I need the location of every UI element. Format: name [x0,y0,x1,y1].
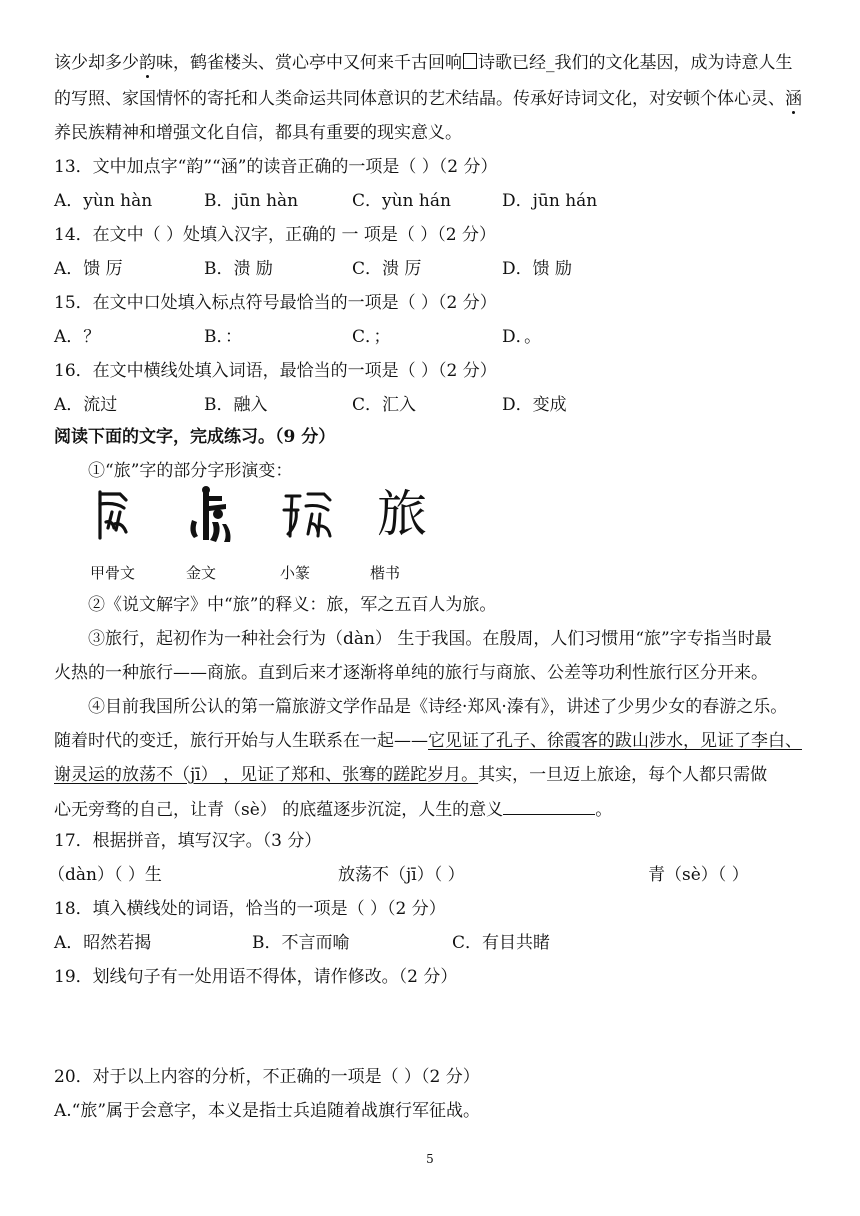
glyph-caption-seal: 小篆 [280,564,311,582]
underlined-sentence: 谢灵运的放荡不（jī） ，见证了郑和、张骞的蹉跎岁月。 [54,765,479,785]
oracle-bone-glyph [74,484,154,544]
option-a[interactable]: A．yùn hàn [54,191,153,211]
reading-paragraph-3-line-2: 火热的一种旅行——商旅。直到后来才逐渐将单纯的旅行与商旅、公差等功利性旅行区分开来。 [54,663,768,683]
question-13-stem: 13．文中加点字“韵”“涵”的读音正确的一项是（ ）（2 分） [54,157,498,177]
intro-text: 诗歌已经_我们的文化基因，成为诗意人生 [478,53,793,73]
option-b[interactable]: B．jūn hàn [204,191,299,211]
question-16-stem: 16．在文中横线处填入词语，最恰当的一项是（ ）（2 分） [54,361,497,381]
small-seal-glyph [266,484,346,544]
option-c[interactable]: C．有目共睹 [452,933,551,953]
intro-line-1 [54,52,814,74]
paragraph-text: 随着时代的变迁，旅行开始与人生联系在一起—— [54,731,428,751]
option-c[interactable]: C．溃 厉 [352,259,422,279]
small-seal-lu-icon [276,484,336,544]
answer-blank[interactable] [503,798,595,815]
option-b[interactable]: B．不言而喻 [252,933,350,953]
option-d[interactable]: D．jūn hán [502,191,598,211]
intro-text: 味，鹤雀楼头、赏心亭中又何来千古回响 [156,53,462,73]
reading-paragraph-4-line-1: ④目前我国所公认的第一篇旅游文学作品是《诗经·郑风·溱有》，讲述了少男少女的春游之乐。 [88,697,788,717]
option-a[interactable]: A．馈 厉 [54,259,123,279]
reading-paragraph-4-line-3 [54,764,814,786]
option-c[interactable]: C．yùn hán [352,191,451,211]
option-c[interactable]: C．； [352,327,391,347]
option-a[interactable]: A．昭然若揭 [54,933,152,953]
option-b[interactable]: B．融入 [204,395,268,415]
intro-line-3: 养民族精神和增强文化自信，都具有重要的现实意义。 [54,123,462,143]
question-15-stem: 15．在文中口处填入标点符号最恰当的一项是（ ）（2 分） [54,293,497,313]
regular-script-glyph [362,484,442,544]
reading-paragraph-4-line-2 [54,730,814,752]
dotted-char-han: 涵 [785,89,802,109]
option-b[interactable]: B．： [204,327,242,347]
reading-paragraph-4-line-4 [54,798,814,821]
paragraph-text: 其实，一旦迈上旅途，每个人都只需做 [478,765,768,785]
intro-line-2 [54,88,814,110]
glyph-evolution-figure [90,484,456,594]
option-d[interactable]: D．馈 励 [502,259,573,279]
glyph-caption-regular: 楷书 [370,564,401,582]
pinyin-item-se[interactable]: 青（sè）（ ） [648,865,749,885]
question-17-stem: 17．根据拼音，填写汉字。（3 分） [54,831,322,851]
paragraph-text: 。 [595,800,613,820]
intro-text: 的写照、家国情怀的寄托和人类命运共同体意识的艺术结晶。传承好诗词文化，对安顿个体心灵、 [54,89,785,109]
glyph-caption-bronze: 金文 [186,564,217,582]
oracle-bone-lu-icon [86,484,142,544]
question-18-stem: 18．填入横线处的词语，恰当的一项是（ ）（2 分） [54,899,446,919]
reading-heading: 阅读下面的文字，完成练习。（9 分） [54,427,336,447]
paragraph-text: 心无旁骛的自己，让青（sè） 的底蕴逐步沉淀，人生的意义 [54,800,504,820]
intro-text: 该少却多少 [54,53,139,73]
regular-script-lu-char: 旅 [377,485,427,543]
question-14-stem: 14．在文中（ ）处填入汉字，正确的 一 项是（ ）（2 分） [54,225,496,245]
reading-paragraph-2: ②《说文解字》中“旅”的释义：旅，军之五百人为旅。 [88,595,497,615]
bronze-lu-icon [182,484,238,548]
underlined-sentence: 它见证了孔子、徐霞客的跋山涉水，见证了李白、 [428,731,802,751]
option-a[interactable]: A．流过 [54,395,118,415]
option-d[interactable]: D．变成 [502,395,567,415]
option-c[interactable]: C．汇入 [352,395,417,415]
reading-paragraph-1: ①“旅”字的部分字形演变： [88,461,293,481]
pinyin-item-ji[interactable]: 放荡不（jī）（ ） [338,865,465,885]
option-d[interactable]: D．。 [502,327,542,347]
pinyin-item-dan[interactable]: （dàn）（ ）生 [48,865,162,885]
punctuation-blank-box [463,53,477,69]
page-number: 5 [426,1152,434,1166]
option-b[interactable]: B．溃 励 [204,259,273,279]
reading-paragraph-3-line-1: ③旅行，起初作为一种社会行为（dàn） 生于我国。在殷周，人们习惯用“旅”字专指当时最 [88,629,772,649]
dotted-char-yun: 韵 [139,53,156,73]
question-20-option-a[interactable]: A.“旅”属于会意字，本义是指士兵追随着战旗行军征战。 [54,1101,481,1121]
bronze-glyph [170,484,250,548]
option-a[interactable]: A．？ [54,327,101,347]
question-20-stem: 20．对于以上内容的分析，不正确的一项是（ ）（2 分） [54,1067,480,1087]
question-19-stem: 19．划线句子有一处用语不得体，请作修改。（2 分） [54,967,458,987]
glyph-caption-oracle: 甲骨文 [90,564,136,582]
